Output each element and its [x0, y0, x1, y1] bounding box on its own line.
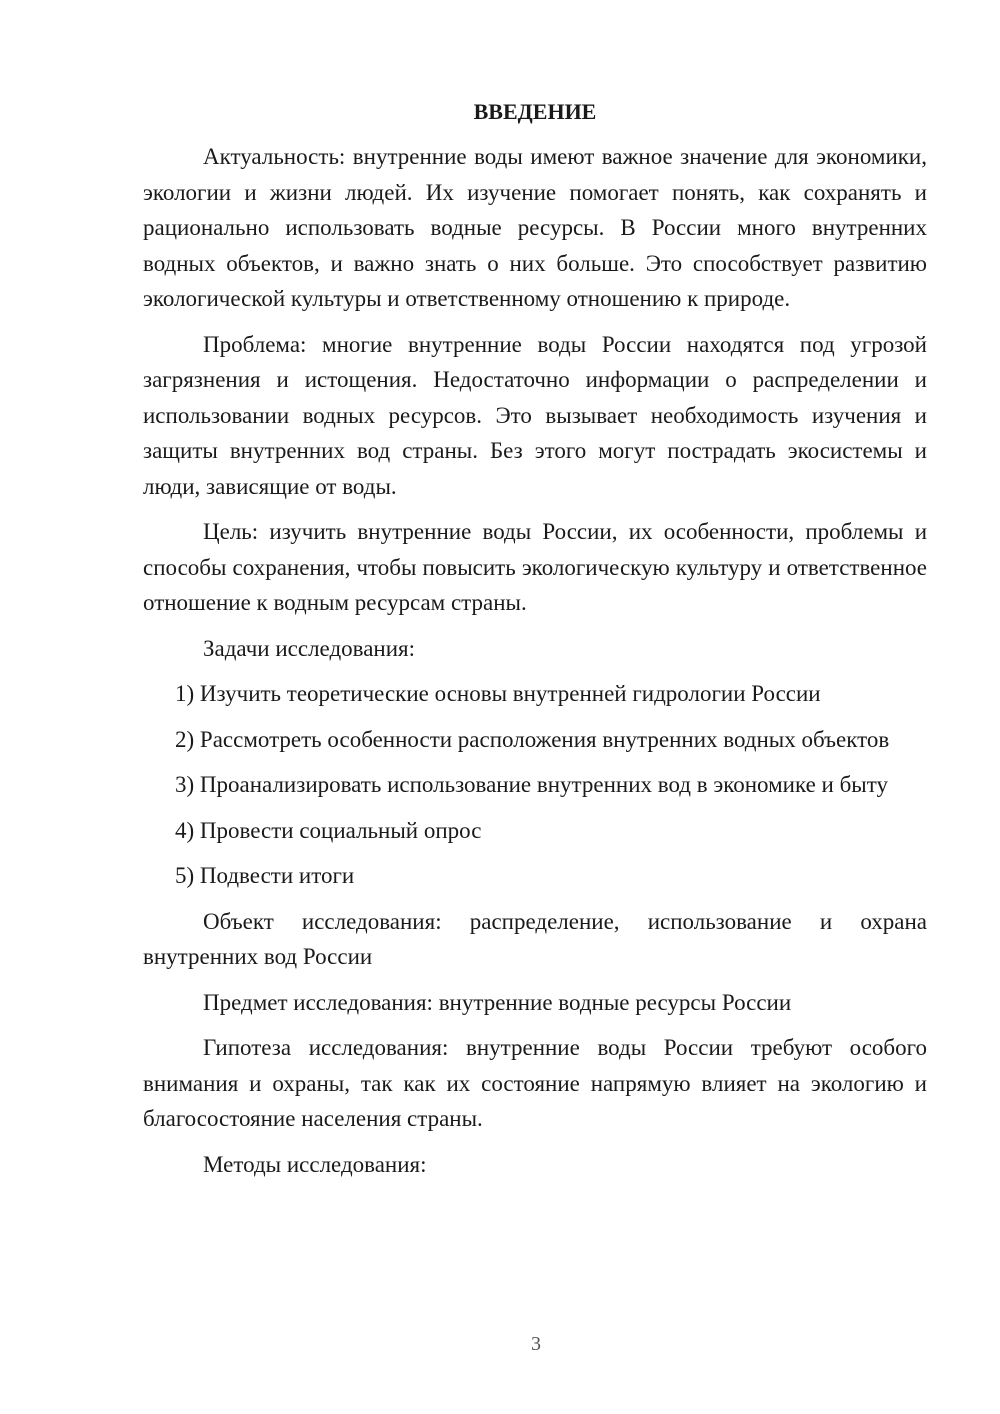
paragraph-hypothesis: Гипотеза исследования: внутренние воды России требуют особого внимания и охраны, так как их состояние напрямую влияет на экологию и благосостояние населения страны. [143, 1035, 927, 1131]
page-content [143, 94, 927, 1192]
task-item: 4) Провести социальный опрос [175, 817, 482, 843]
task-item: 1) Изучить теоретические основы внутренней гидрологии России [175, 681, 821, 706]
paragraph-tasks-heading: Задачи исследования: [203, 635, 416, 661]
task-item: 2) Рассмотреть особенности расположения внутренних водных объектов [175, 726, 890, 752]
paragraph-methods: Методы исследования: [203, 1151, 427, 1177]
paragraph-subject: Предмет исследования: внутренние водные ресурсы России [203, 989, 792, 1015]
task-item: 3) Проанализировать использование внутренних вод в экономике и быту [175, 772, 888, 797]
paragraph-relevance: Актуальность: внутренние воды имеют важное значение для экономики, экологии и жизни людей. Их изучение помогает понять, как сохранять и рационально использовать водные ресурсы. В России много внутренних водных объектов, и важно знать о них больше. Это способствует развитию экологической культуры и ответственному отношению к природе. [143, 144, 927, 311]
paragraph-object: Объект исследования: распределение, использование и охрана внутренних вод России [143, 908, 927, 969]
paragraph-problem: Проблема: многие внутренние воды России находятся под угрозой загрязнения и истощения. Недостаточно информации о распределении и использовании водных ресурсов. Это вызывает необходимость изучения и защиты внутренних вод страны. Без этого могут пострадать экосистемы и люди, зависящие от воды. [143, 331, 927, 499]
task-item: 5) Подвести итоги [175, 863, 355, 888]
paragraph-goal: Цель: изучить внутренние воды России, их особенности, проблемы и способы сохранения, чтобы повысить экологическую культуру и ответственное отношение к водным ресурсам страны. [143, 519, 927, 615]
page-number: 3 [531, 1333, 541, 1355]
page-title: ВВЕДЕНИЕ [473, 99, 597, 124]
